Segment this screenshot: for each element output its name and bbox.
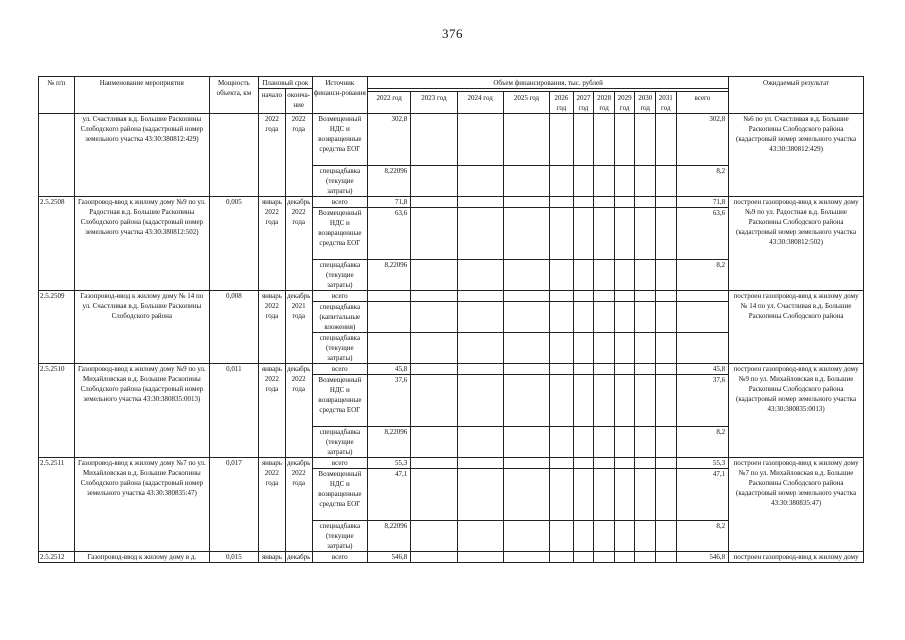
funding-source: Возмещенный НДС и возвращенные средства ЕОГ [312, 208, 368, 260]
funding-source: спецнадбавка (текущие затраты) [312, 427, 368, 458]
value-2022: 47,1 [368, 469, 411, 521]
value-year-empty [635, 458, 656, 469]
plan-start: январь [259, 552, 286, 563]
funding-source: Возмещенный НДС и возвращенные средства ЕОГ [312, 375, 368, 427]
value-year-empty [457, 302, 503, 333]
value-year-empty [573, 302, 594, 333]
value-year-empty [550, 114, 574, 166]
value-year-empty [503, 291, 549, 302]
value-year-empty [550, 260, 574, 291]
funding-source: всего [312, 458, 368, 469]
value-total: 8,2 [676, 521, 729, 552]
value-year-empty [550, 197, 574, 208]
value-year-empty [635, 302, 656, 333]
value-year-empty [457, 458, 503, 469]
header-year: 2026 год [550, 92, 574, 114]
financing-table [38, 76, 864, 563]
value-year-empty [614, 458, 635, 469]
value-year-empty [411, 521, 457, 552]
value-year-empty [656, 197, 677, 208]
value-2022: 55,3 [368, 458, 411, 469]
value-year-empty [411, 552, 457, 563]
funding-source: спецнадбавка (капитальные вложения) [312, 302, 368, 333]
value-year-empty [635, 469, 656, 521]
value-2022: 8,22096 [368, 260, 411, 291]
value-total: 8,2 [676, 260, 729, 291]
value-year-empty [550, 427, 574, 458]
value-year-empty [614, 302, 635, 333]
header-year: 2025 год [503, 92, 549, 114]
value-year-empty [594, 375, 615, 427]
table-row [39, 552, 864, 563]
row-number: 2.5.2512 [39, 552, 75, 563]
expected-result: построен газопровод-ввод к жилому дому №9 по ул. Радостная в.д. Большие Раскопины Слободского района (кадастровый номер земельного участка 43:30:380812:502) [729, 197, 864, 291]
value-year-empty [457, 166, 503, 197]
table-row [39, 458, 864, 469]
activity-name: Газопровод-ввод к жилому дому №9 по ул. Радостная в.д. Большие Раскопины Слободского района (кадастровый номер земельного участка 43:30:380812:502) [74, 197, 209, 291]
value-year-empty [656, 302, 677, 333]
value-year-empty [635, 114, 656, 166]
value-year-empty [656, 260, 677, 291]
plan-start: 2022 года [259, 114, 286, 197]
funding-source: всего [312, 197, 368, 208]
value-year-empty [411, 427, 457, 458]
value-year-empty [503, 302, 549, 333]
value-year-empty [503, 521, 549, 552]
value-2022: 63,6 [368, 208, 411, 260]
value-total: 8,2 [676, 166, 729, 197]
funding-source: всего [312, 552, 368, 563]
value-year-empty [635, 427, 656, 458]
value-year-empty [503, 458, 549, 469]
value-year-empty [635, 291, 656, 302]
value-year-empty [635, 166, 656, 197]
value-year-empty [594, 291, 615, 302]
value-total: 71,8 [676, 197, 729, 208]
value-year-empty [503, 260, 549, 291]
value-year-empty [656, 333, 677, 364]
header-year: 2024 год [457, 92, 503, 114]
value-total: 55,3 [676, 458, 729, 469]
value-year-empty [550, 364, 574, 375]
plan-end: декабрь 2022 года [285, 197, 312, 291]
header-name: Наименование мероприятия [74, 77, 209, 114]
header-year: 2023 год [411, 92, 457, 114]
value-2022: 302,8 [368, 114, 411, 166]
value-year-empty [503, 375, 549, 427]
header-plan-term: Плановый срок [259, 77, 312, 89]
value-year-empty [614, 375, 635, 427]
header-year: 2028 год [594, 92, 615, 114]
value-total: 37,6 [676, 375, 729, 427]
value-year-empty [457, 333, 503, 364]
header-start: начало [259, 89, 286, 114]
value-year-empty [573, 521, 594, 552]
value-year-empty [503, 197, 549, 208]
value-year-empty [503, 166, 549, 197]
value-2022: 45,8 [368, 364, 411, 375]
value-year-empty [635, 364, 656, 375]
row-number: 2.5.2508 [39, 197, 75, 291]
value-total [676, 333, 729, 364]
value-year-empty [635, 208, 656, 260]
value-year-empty [594, 302, 615, 333]
value-year-empty [614, 291, 635, 302]
value-2022: 37,6 [368, 375, 411, 427]
value-year-empty [614, 521, 635, 552]
value-year-empty [457, 208, 503, 260]
value-year-empty [411, 260, 457, 291]
header-year: 2027 год [573, 92, 594, 114]
value-year-empty [503, 469, 549, 521]
activity-name: ул. Счастливая в.д. Большие Раскопины Слободского района (кадастровый номер земельного участка 43:30:380812:429) [74, 114, 209, 197]
header-year: 2030 год [635, 92, 656, 114]
value-year-empty [635, 552, 656, 563]
value-total: 45,8 [676, 364, 729, 375]
value-year-empty [573, 458, 594, 469]
value-year-empty [594, 364, 615, 375]
plan-end: декабрь 2021 года [285, 291, 312, 364]
value-year-empty [457, 469, 503, 521]
header-source: Источник финанси-рования [312, 77, 368, 114]
value-year-empty [635, 521, 656, 552]
table-row [39, 364, 864, 375]
value-year-empty [411, 302, 457, 333]
value-year-empty [656, 291, 677, 302]
capacity-value: 0,017 [209, 458, 258, 552]
value-year-empty [614, 197, 635, 208]
value-year-empty [573, 552, 594, 563]
value-year-empty [656, 208, 677, 260]
value-year-empty [594, 521, 615, 552]
value-year-empty [594, 552, 615, 563]
value-year-empty [550, 166, 574, 197]
funding-source: спецнадбавка (текущие затраты) [312, 521, 368, 552]
header-total: всего [676, 92, 729, 114]
funding-source: всего [312, 364, 368, 375]
value-year-empty [503, 114, 549, 166]
table-row [39, 197, 864, 208]
plan-start: январь 2022 года [259, 364, 286, 458]
value-year-empty [573, 333, 594, 364]
header-year: 2029 год [614, 92, 635, 114]
value-year-empty [594, 166, 615, 197]
header-volume: Объем финансирования, тыс. рублей [368, 77, 729, 89]
page-number: 376 [442, 26, 463, 41]
value-year-empty [614, 552, 635, 563]
value-year-empty [594, 197, 615, 208]
value-total: 63,6 [676, 208, 729, 260]
value-year-empty [550, 521, 574, 552]
value-total: 302,8 [676, 114, 729, 166]
value-total: 8,2 [676, 427, 729, 458]
value-year-empty [594, 333, 615, 364]
value-year-empty [550, 469, 574, 521]
value-year-empty [594, 469, 615, 521]
value-year-empty [656, 427, 677, 458]
value-year-empty [457, 521, 503, 552]
value-year-empty [573, 114, 594, 166]
value-year-empty [503, 208, 549, 260]
capacity-value: 0,005 [209, 197, 258, 291]
value-year-empty [411, 375, 457, 427]
value-total [676, 302, 729, 333]
expected-result: построен газопровод-ввод к жилому дому № 14 по ул. Счастливая в.д. Большие Раскопины Слободского района [729, 291, 864, 364]
plan-start: январь 2022 года [259, 458, 286, 552]
value-year-empty [550, 458, 574, 469]
value-year-empty [550, 552, 574, 563]
value-year-empty [550, 375, 574, 427]
funding-source: спецнадбавка (текущие затраты) [312, 166, 368, 197]
value-year-empty [503, 333, 549, 364]
value-year-empty [573, 427, 594, 458]
funding-source: Возмещенный НДС и возвращенные средства ЕОГ [312, 469, 368, 521]
funding-source: спецнадбавка (текущие затраты) [312, 260, 368, 291]
value-year-empty [457, 114, 503, 166]
value-year-empty [614, 333, 635, 364]
value-year-empty [614, 114, 635, 166]
value-total: 47,1 [676, 469, 729, 521]
row-number: 2.5.2509 [39, 291, 75, 364]
value-2022 [368, 333, 411, 364]
plan-end: 2022 года [285, 114, 312, 197]
plan-end: декабрь [287, 553, 311, 561]
funding-source: всего [312, 291, 368, 302]
activity-name: Газопровод-ввод к жилому дому в д. [74, 552, 209, 563]
plan-start: январь 2022 года [259, 197, 286, 291]
value-2022: 8,22096 [368, 521, 411, 552]
value-year-empty [614, 208, 635, 260]
row-number [39, 114, 75, 197]
value-year-empty [594, 427, 615, 458]
value-year-empty [656, 364, 677, 375]
value-year-empty [411, 197, 457, 208]
value-2022: 8,22096 [368, 166, 411, 197]
value-year-empty [614, 427, 635, 458]
value-2022 [368, 302, 411, 333]
value-year-empty [614, 260, 635, 291]
value-year-empty [411, 469, 457, 521]
activity-name: Газопровод-ввод к жилому дому №9 по ул. Михайловская в.д. Большие Раскопины Слободского района (кадастровый номер земельного участка 43:30:380835:0013) [74, 364, 209, 458]
value-year-empty [573, 469, 594, 521]
value-2022: 8,22096 [368, 427, 411, 458]
value-year-empty [457, 427, 503, 458]
value-year-empty [457, 552, 503, 563]
value-total [676, 291, 729, 302]
value-year-empty [550, 208, 574, 260]
value-year-empty [573, 375, 594, 427]
value-year-empty [573, 197, 594, 208]
value-year-empty [656, 458, 677, 469]
value-year-empty [594, 114, 615, 166]
expected-result: построен газопровод-ввод к жилому дому №9 по ул. Михайловская в.д. Большие Раскопины Слободского района (кадастровый номер земельного участка 43:30:380835:0013) [729, 364, 864, 458]
value-year-empty [550, 302, 574, 333]
value-year-empty [503, 552, 549, 563]
value-year-empty [457, 364, 503, 375]
value-year-empty [573, 260, 594, 291]
value-year-empty [411, 291, 457, 302]
header-num: № п/п [39, 77, 75, 114]
value-year-empty [550, 333, 574, 364]
value-year-empty [411, 364, 457, 375]
value-year-empty [614, 469, 635, 521]
value-year-empty [656, 521, 677, 552]
header-result: Ожидаемый результат [729, 77, 864, 114]
value-year-empty [635, 375, 656, 427]
row-number: 2.5.2511 [39, 458, 75, 552]
value-year-empty [573, 166, 594, 197]
value-year-empty [594, 260, 615, 291]
capacity-value: 0,011 [209, 364, 258, 458]
value-year-empty [457, 197, 503, 208]
value-2022 [368, 291, 411, 302]
value-year-empty [635, 197, 656, 208]
value-year-empty [594, 458, 615, 469]
value-year-empty [614, 364, 635, 375]
value-year-empty [550, 291, 574, 302]
value-2022: 546,8 [368, 552, 411, 563]
value-year-empty [635, 333, 656, 364]
value-year-empty [503, 364, 549, 375]
value-year-empty [656, 114, 677, 166]
value-year-empty [411, 208, 457, 260]
header-capacity: Мощность объекта, км [209, 77, 258, 114]
value-year-empty [635, 260, 656, 291]
expected-result: №6 по ул. Счастливая в.д. Большие Раскопины Слободского района (кадастровый номер земельного участка 43:30:380812:429) [729, 114, 864, 197]
value-year-empty [656, 552, 677, 563]
expected-result: построен газопровод-ввод к жилому дому [729, 552, 864, 563]
expected-result: построен газопровод-ввод к жилому дому №7 по ул. Михайловская в.д. Большие Раскопины Слободского района (кадастровый номер земельного участка 43:30:380835:47) [729, 458, 864, 552]
value-year-empty [573, 291, 594, 302]
value-year-empty [457, 260, 503, 291]
value-year-empty [656, 166, 677, 197]
value-year-empty [573, 208, 594, 260]
table-row [39, 114, 864, 166]
capacity-value: 0,008 [209, 291, 258, 364]
header-year: 2031 год [656, 92, 677, 114]
value-year-empty [594, 208, 615, 260]
value-year-empty [457, 375, 503, 427]
capacity-value: 0,015 [209, 552, 258, 563]
plan-end: декабрь 2022 года [285, 458, 312, 552]
header-year: 2022 год [368, 92, 411, 114]
value-year-empty [411, 166, 457, 197]
plan-start: январь 2022 года [259, 291, 286, 364]
row-number: 2.5.2510 [39, 364, 75, 458]
header-end: оконча-ние [285, 89, 312, 114]
capacity-value [209, 114, 258, 197]
value-year-empty [656, 375, 677, 427]
activity-name: Газопровод-ввод к жилому дому № 14 по ул. Счастливая в.д. Большие Раскопины Слободского района [74, 291, 209, 364]
value-year-empty [503, 427, 549, 458]
funding-source: спецнадбавка (текущие затраты) [312, 333, 368, 364]
value-year-empty [411, 114, 457, 166]
value-year-empty [656, 469, 677, 521]
plan-end: декабрь 2022 года [285, 364, 312, 458]
value-year-empty [614, 166, 635, 197]
value-2022: 71,8 [368, 197, 411, 208]
table-row [39, 291, 864, 302]
value-total: 546,8 [676, 552, 729, 563]
value-year-empty [573, 364, 594, 375]
value-year-empty [411, 458, 457, 469]
value-year-empty [457, 291, 503, 302]
funding-source: Возмещенный НДС и возвращенные средства ЕОГ [312, 114, 368, 166]
activity-name: Газопровод-ввод к жилому дому №7 по ул. Михайловская в.д. Большие Раскопины Слободского района (кадастровый номер земельного участка 43:30:380835:47) [74, 458, 209, 552]
value-year-empty [411, 333, 457, 364]
